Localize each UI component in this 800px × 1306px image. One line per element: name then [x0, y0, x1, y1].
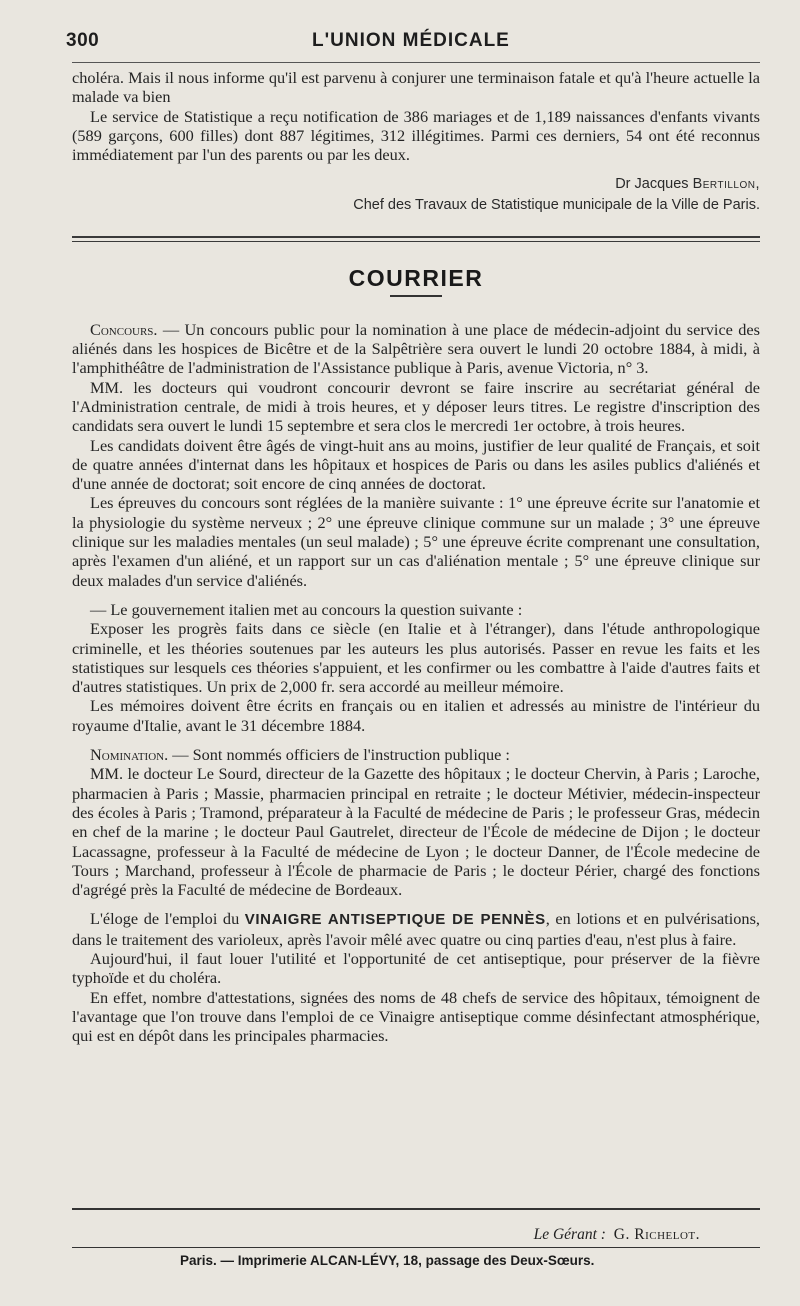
italie-paragraph-3: Les mémoires doivent être écrits en français ou en italien et adressés au ministre de l'intérieur du royaume d'Italie, avant le 31 décembre 1884. [72, 696, 760, 735]
author-signature [72, 174, 760, 216]
manager-name: G. Richelot. [613, 1226, 700, 1243]
advert-paragraph-3: En effet, nombre d'attestations, signées des noms de 48 chefs de service des hôpitaux, témoignent de l'avantage que l'on trouve dans l'emploi de ce Vinaigre antiseptique comme désinfectant atmosphérique, qui est en dépôt dans les principales pharmacies. [72, 987, 760, 1046]
footer-rule [72, 1208, 760, 1210]
spacer [72, 899, 760, 909]
header-rule [72, 62, 760, 63]
spacer [72, 590, 760, 600]
section-title-courrier: COURRIER [348, 265, 484, 292]
italie-paragraph-1: — Le gouvernement italien met au concours la question suivante : [90, 599, 523, 619]
author-title: Chef des Travaux de Statistique municipale de la Ville de Paris. [353, 197, 760, 214]
statistics-paragraph: Le service de Statistique a reçu notification de 386 mariages et de 1,189 naissances d'enfants vivants (589 garçons, 600 filles) dont 887 légitimes, 312 illégitimes. Parmi ces derniers, 54 ont été reconnus immédiatement par l'un des parents ou par les deux. [72, 106, 760, 165]
author-prefix: Dr Jacques [615, 176, 689, 193]
nomination-lead: Nomination. [90, 745, 169, 765]
concours-paragraph-1 [72, 320, 760, 378]
nomination-paragraph-1 [72, 745, 760, 764]
author-surname: Bertillon, [692, 176, 760, 193]
previous-article-ending: choléra. Mais il nous informe qu'il est parvenu à conjurer une terminaison fatale et qu'à l'heure actuelle la malade va bien [72, 68, 760, 107]
advert-paragraph-1 [72, 909, 760, 949]
page-body [72, 68, 760, 1045]
advert-product-name: VINAIGRE ANTISEPTIQUE DE PENNÈS [244, 911, 546, 929]
manager-label: Le Gérant : [533, 1226, 606, 1243]
concours-paragraph-3: Les candidats doivent être âgés de vingt-huit ans au moins, justifier de leur qualité de Français, et soit de quatre années d'internat dans les hôpitaux et hospices de Paris ou dans les asiles publics d'aliénés et d'une année de doctorat; soit encore de cinq années de doctorat. [72, 435, 760, 494]
advert-text-start: L'éloge de l'emploi du [90, 909, 245, 929]
section-separator [72, 236, 760, 242]
italie-paragraph-2: Exposer les progrès faits dans ce siècle (en Italie et à l'étranger), dans l'étude anthropologique criminelle, et les théories soutenues par les auteurs les plus autorisés. Passer en revue les faits et les statistiques sur lesquels ces théories s'appuient, et les confirmer ou les combattre à l'aide d'autres faits et d'autres statistiques. Un prix de 2,000 fr. sera accordé au meilleur mémoire. [72, 619, 760, 697]
printer-imprint: Paris. — Imprimerie ALCAN-LÉVY, 18, passage des Deux-Sœurs. [180, 1253, 595, 1268]
manager-signature [534, 1226, 700, 1244]
title-underline [390, 295, 442, 297]
nomination-text-1: — Sont nommés officiers de l'instruction publique : [168, 745, 510, 765]
page-header [66, 22, 760, 62]
advert-text-end: , en lotions et en pulvérisations, dans le traitement des varioleux, après l'avoir mêlé avec quatre ou cinq parties d'eau, n'est plus à faire. [72, 909, 760, 949]
concours-lead: Concours. [90, 319, 158, 339]
running-title: L'UNION MÉDICALE [312, 30, 510, 51]
spacer [72, 735, 760, 745]
advert-paragraph-2: Aujourd'hui, il faut louer l'utilité et l'opportunité de cet antiseptique, pour préserver de la fièvre typhoïde et du choléra. [72, 948, 760, 988]
concours-paragraph-4: Les épreuves du concours sont réglées de la manière suivante : 1° une épreuve écrite sur l'anatomie et la physiologie du système nerveux ; 2° une épreuve clinique commune sur un malade ; 3° une épreuve clinique sur les maladies mentales (un seul malade) ; 5° une épreuve écrite comprenant une consultation, après l'examen d'un aliéné, et un rapport sur un cas d'aliénation mentale ; 5° une épreuve clinique sur deux malades d'un service d'aliénés. [72, 493, 760, 590]
concours-text-1: — Un concours public pour la nomination à une place de médecin-adjoint du service des aliénés dans les hospices de Bicêtre et de la Salpêtrière sera ouvert le lundi 20 octobre 1884, à midi, à l'amphithéâtre de l'administration de l'Assistance publique à Paris, avenue Victoria, n° 3. [72, 319, 760, 378]
nomination-paragraph-2: MM. le docteur Le Sourd, directeur de la Gazette des hôpitaux ; le docteur Chervin, à Paris ; Laroche, pharmacien à Paris ; Massie, pharmacien principal en retraite ; le docteur Métivier, médecin-inspecteur des écoles à Paris ; Tramond, préparateur à la Faculté de médecine de Paris ; le professeur Gras, médecin en chef de la marine ; le docteur Paul Gautrelet, directeur de l'École de médecine de Dijon ; le docteur Lacassagne, professeur à la Faculté de médecine de Lyon ; le docteur Danner, de l'École medecine de Tours ; Marchand, professeur à l'École de pharmacie de Paris ; le docteur Périer, chargé des fonctions d'agrégé près la Faculté de médecine de Bordeaux. [72, 764, 760, 900]
page-number: 300 [66, 30, 100, 51]
footer-rule-lower [72, 1247, 760, 1248]
concours-paragraph-2: MM. les docteurs qui voudront concourir devront se faire inscrire au secrétariat général de l'Administration centrale, de midi à trois heures, et y déposer leurs titres. Le registre d'inscription des candidats sera ouvert le lundi 15 septembre et sera clos le mercredi 1er octobre, à trois heures. [72, 377, 760, 436]
